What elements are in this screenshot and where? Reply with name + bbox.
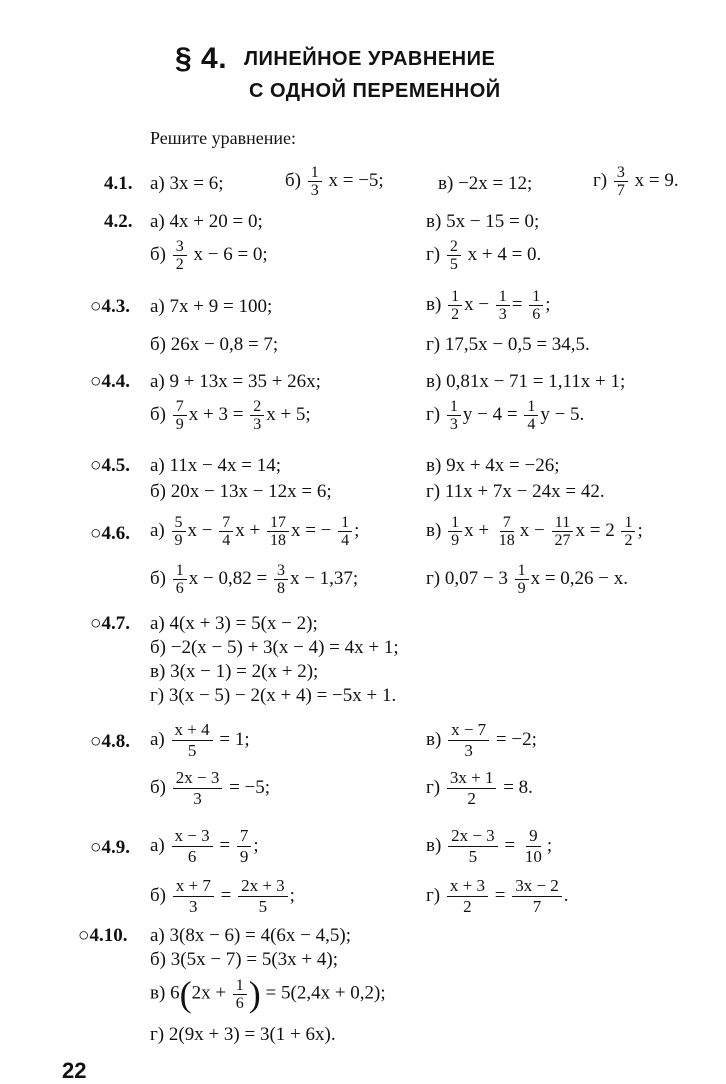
item-g: г) $\frac{2}{5}$ x + 4 = 0. xyxy=(426,238,542,273)
section-sign: § 4. xyxy=(175,42,228,75)
item-b: б) $\frac{2x - 3}{3}$ = −5; xyxy=(150,768,271,808)
item-v: в) $\frac{1}{9}$ x + $\frac{7}{18}$ x − $\frac{11}{27}$ x = 2 $\frac{1}{2}$ ; xyxy=(426,514,643,549)
item-g: г) 17,5x − 0,5 = 34,5. xyxy=(426,334,590,355)
item-b: б) $\frac{7}{9}$ x + 3 = $\frac{2}{3}$ x + 5; xyxy=(150,398,311,433)
item-a: а) $\frac{5}{9}$ x − $\frac{7}{4}$ x + $\frac{17}{18}$ x = − $\frac{1}{4}$ ; xyxy=(150,514,360,549)
item-g: г) 3(x − 5) − 2(x + 4) = −5x + 1. xyxy=(150,685,397,706)
item-g: г) $\frac{1}{3}$ y − 4 = $\frac{1}{4}$ y − 5. xyxy=(426,398,585,433)
item-a: а) $\frac{x - 3}{6}$ = $\frac{7}{9}$ ; xyxy=(150,826,259,866)
item-a: а) 3(8x − 6) = 4(6x − 4,5); xyxy=(150,925,351,946)
problem-number: ○4.3. xyxy=(90,296,130,317)
problem-number: ○4.10. xyxy=(78,925,128,946)
fraction: $\frac{5}{9}$ xyxy=(172,514,186,549)
fraction: $\frac{7}{9}$ xyxy=(173,398,187,433)
item-b: б) 20x − 13x − 12x = 6; xyxy=(150,481,332,502)
circle-mark: ○ xyxy=(90,296,102,317)
fraction: $\frac{1}{9}$ xyxy=(448,514,462,549)
fraction: $\frac{3}{2}$ xyxy=(173,238,187,273)
fraction: $\frac{x - 3}{6}$ xyxy=(172,826,213,867)
fraction: $\frac{1}{3}$ xyxy=(496,288,510,323)
problem-number: 4.1. xyxy=(104,173,133,194)
fraction: $\frac{x + 7}{3}$ xyxy=(173,876,214,917)
item-a: а) 3x = 6; xyxy=(150,173,224,194)
item-g: г) $\frac{3}{7}$ x = 9. xyxy=(593,164,679,199)
fraction: $\frac{1}{4}$ xyxy=(338,514,352,549)
instruction: Решите уравнение: xyxy=(150,128,296,148)
item-v: в) 3(x − 1) = 2(x + 2); xyxy=(150,661,319,682)
fraction: $\frac{1}{3}$ xyxy=(447,398,461,433)
section-title-line2: С ОДНОЙ ПЕРЕМЕННОЙ xyxy=(249,80,501,102)
item-v: в) $\frac{2x - 3}{5}$ = $\frac{9}{10}$ ; xyxy=(426,826,553,866)
item-a: а) 7x + 9 = 100; xyxy=(150,296,273,317)
fraction: $\frac{11}{27}$ xyxy=(552,514,574,549)
circle-mark: ○ xyxy=(78,925,90,946)
fraction: $\frac{2}{3}$ xyxy=(250,398,264,433)
problem-number: ○4.7. xyxy=(90,613,130,634)
page-number: 22 xyxy=(62,1058,87,1083)
fraction: $\frac{x + 3}{2}$ xyxy=(447,876,488,917)
item-v: в) 6(2x + $\frac{1}{6}$ ) = 5(2,4x + 0,2); xyxy=(150,974,386,1014)
item-a: а) 11x − 4x = 14; xyxy=(150,455,282,476)
problem-number: ○4.9. xyxy=(90,837,130,858)
item-g: г) 2(9x + 3) = 3(1 + 6x). xyxy=(150,1024,336,1045)
fraction: $\frac{1}{2}$ xyxy=(621,514,635,549)
fraction: $\frac{3}{8}$ xyxy=(274,562,288,597)
fraction: $\frac{2x - 3}{5}$ xyxy=(448,826,498,867)
fraction: $\frac{1}{9}$ xyxy=(515,562,529,597)
item-b: б) −2(x − 5) + 3(x − 4) = 4x + 1; xyxy=(150,637,399,658)
fraction: $\frac{2x + 3}{5}$ xyxy=(238,876,288,917)
fraction: $\frac{17}{18}$ xyxy=(267,514,289,549)
item-g: г) 0,07 − 3 $\frac{1}{9}$ x = 0,26 − x. xyxy=(426,562,629,597)
item-g: г) $\frac{x + 3}{2}$ = $\frac{3x - 2}{7}$ . xyxy=(426,876,569,916)
circle-mark: ○ xyxy=(90,731,102,752)
item-b: б) $\frac{1}{6}$ x − 0,82 = $\frac{3}{8}$ x − 1,37; xyxy=(150,562,359,597)
item-g: г) $\frac{3x + 1}{2}$ = 8. xyxy=(426,768,533,808)
fraction: $\frac{1}{4}$ xyxy=(524,398,538,433)
problem-number: ○4.6. xyxy=(90,523,130,544)
fraction: $\frac{2}{5}$ xyxy=(447,238,461,273)
fraction: $\frac{7}{18}$ xyxy=(498,514,515,549)
section-title-line1: ЛИНЕЙНОЕ УРАВНЕНИЕ xyxy=(244,47,496,70)
fraction: $\frac{x + 4}{5}$ xyxy=(172,720,213,761)
problem-number: ○4.8. xyxy=(90,731,130,752)
fraction: $\frac{7}{9}$ xyxy=(237,826,252,867)
fraction: $\frac{3}{7}$ xyxy=(614,164,628,199)
circle-mark: ○ xyxy=(90,455,102,476)
fraction: $\frac{7}{4}$ xyxy=(219,514,233,549)
problem-number: ○4.4. xyxy=(90,371,130,392)
item-a: а) 9 + 13x = 35 + 26x; xyxy=(150,371,321,392)
fraction: $\frac{1}{2}$ xyxy=(448,288,462,323)
item-b: б) 26x − 0,8 = 7; xyxy=(150,334,279,355)
circle-mark: ○ xyxy=(90,371,102,392)
fraction: $\frac{2x - 3}{3}$ xyxy=(173,768,223,809)
section-heading xyxy=(175,42,501,102)
fraction: $\frac{1}{6}$ xyxy=(173,562,187,597)
fraction: $\frac{1}{6}$ xyxy=(233,977,247,1012)
fraction: $\frac{1}{6}$ xyxy=(529,288,543,323)
item-v: в) 9x + 4x = −26; xyxy=(426,455,560,476)
item-g: г) 11x + 7x − 24x = 42. xyxy=(426,481,605,502)
item-v: в) 0,81x − 71 = 1,11x + 1; xyxy=(426,371,626,392)
item-v: в) −2x = 12; xyxy=(438,173,533,194)
item-v: в) 5x − 15 = 0; xyxy=(426,211,540,232)
item-a: а) 4x + 20 = 0; xyxy=(150,211,263,232)
circle-mark: ○ xyxy=(90,613,102,634)
item-a: а) $\frac{x + 4}{5}$ = 1; xyxy=(150,720,250,760)
item-a: а) 4(x + 3) = 5(x − 2); xyxy=(150,613,318,634)
problem-number: ○4.5. xyxy=(90,455,130,476)
fraction: $\frac{3x - 2}{7}$ xyxy=(512,876,562,917)
item-b: б) $\frac{1}{3}$ x = −5; xyxy=(285,164,384,199)
circle-mark: ○ xyxy=(90,837,102,858)
right-paren: ) xyxy=(248,974,261,1014)
fraction: $\frac{9}{10}$ xyxy=(524,826,542,866)
item-b: б) $\frac{x + 7}{3}$ = $\frac{2x + 3}{5}$ ; xyxy=(150,876,295,916)
fraction: $\frac{3x + 1}{2}$ xyxy=(447,768,497,809)
problem-number: 4.2. xyxy=(104,211,133,232)
item-v: в) $\frac{x - 7}{3}$ = −2; xyxy=(426,720,537,760)
item-v: в) $\frac{1}{2}$ x − $\frac{1}{3}$ = $\frac{1}{6}$ ; xyxy=(426,288,551,323)
circle-mark: ○ xyxy=(90,523,102,544)
fraction: $\frac{1}{3}$ xyxy=(308,164,322,199)
left-paren: ( xyxy=(179,974,192,1014)
fraction: $\frac{x - 7}{3}$ xyxy=(448,720,489,761)
item-b: б) 3(5x − 7) = 5(3x + 4); xyxy=(150,949,338,970)
item-b: б) $\frac{3}{2}$ x − 6 = 0; xyxy=(150,238,268,273)
